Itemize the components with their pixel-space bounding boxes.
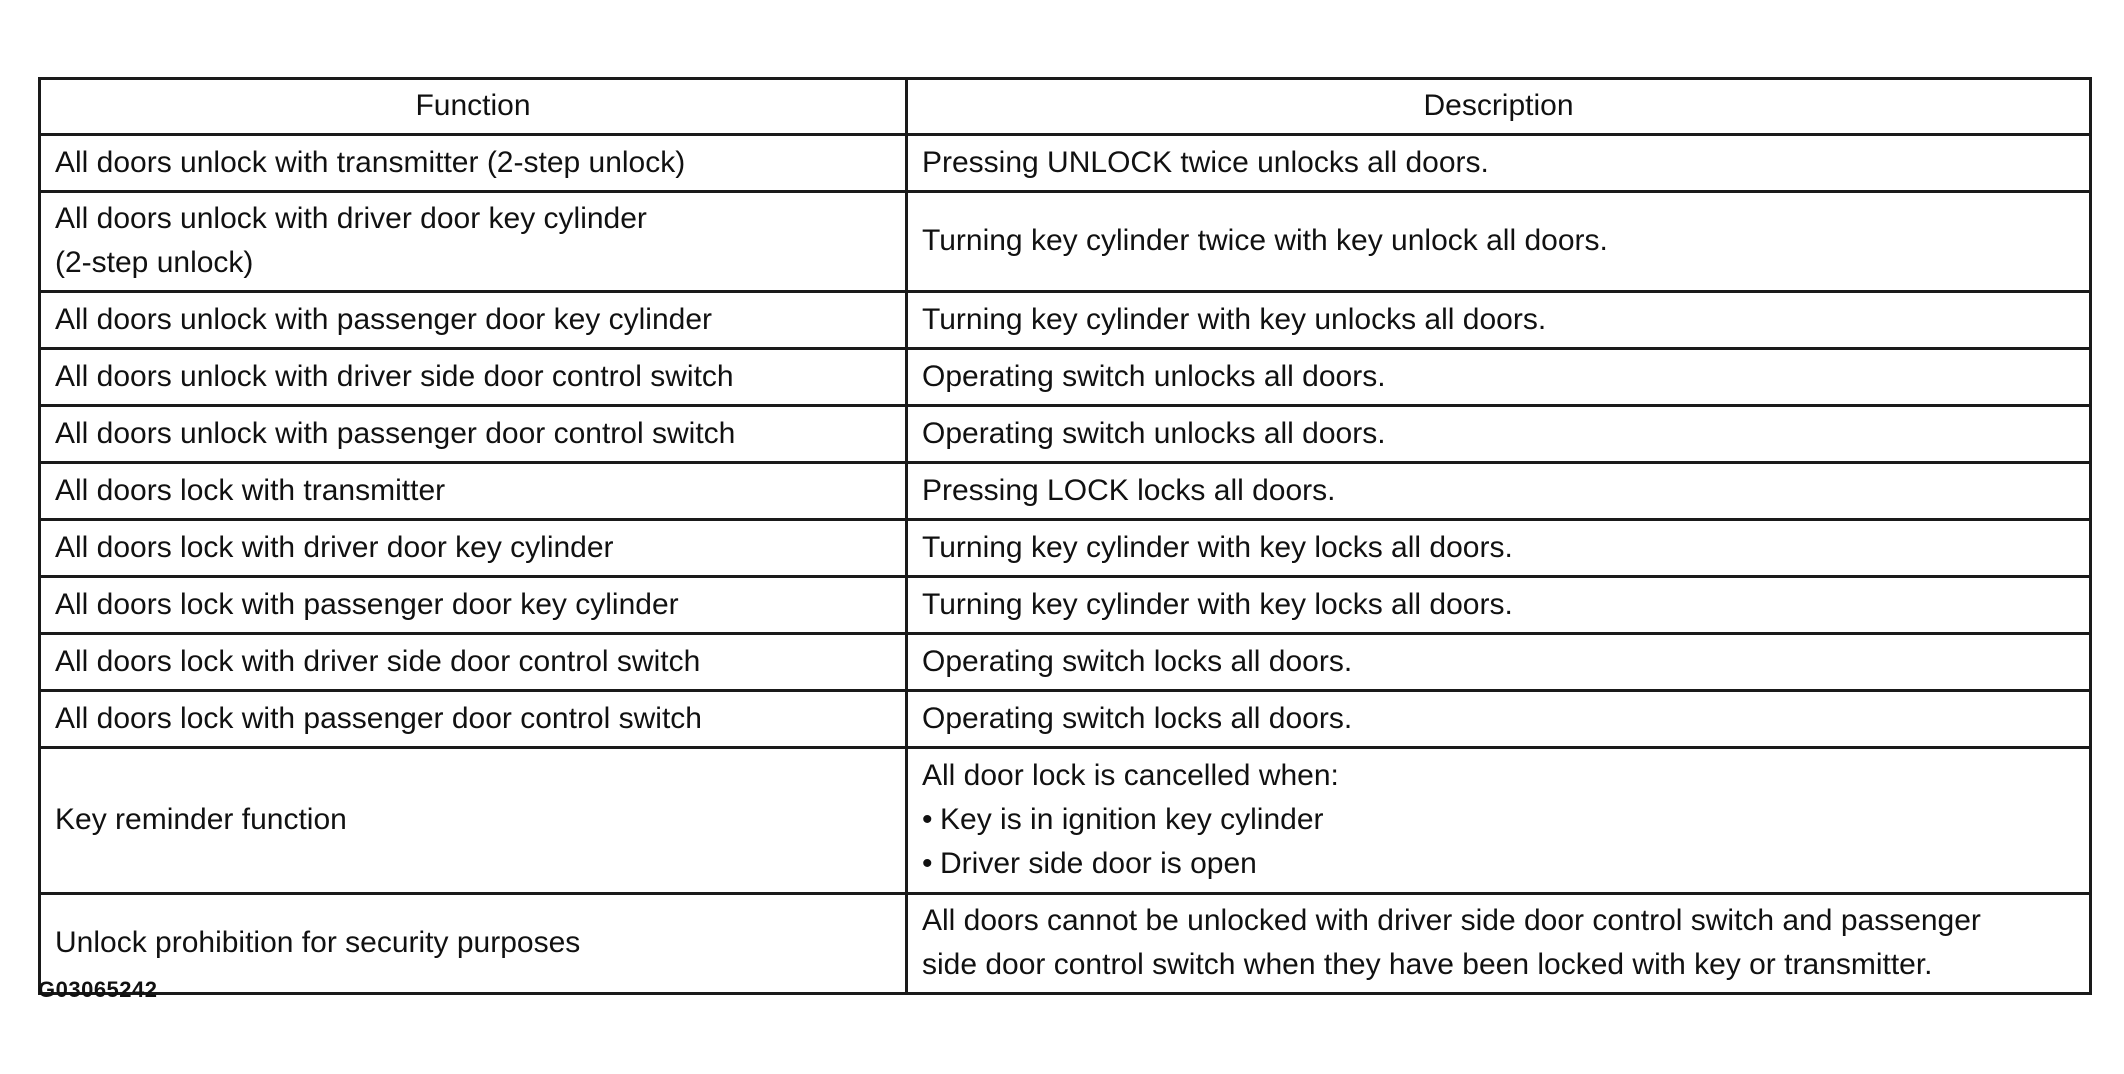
table-row [40,463,2091,520]
description-cell: Turning key cylinder with key locks all doors. [907,577,2091,634]
description-cell: Pressing UNLOCK twice unlocks all doors. [907,135,2091,192]
function-cell: All doors lock with passenger door key cylinder [40,577,907,634]
function-line: (2-step unlock) [55,246,254,279]
description-cell [907,894,2091,994]
description-cell: Pressing LOCK locks all doors. [907,463,2091,520]
figure-id: G03065242 [38,977,158,1002]
function-cell: All doors lock with passenger door control switch [40,691,907,748]
bullet-item: • Driver side door is open [922,842,2075,886]
description-cell [907,748,2091,894]
table-row [40,894,2091,994]
table-row [40,748,2091,894]
table-row [40,292,2091,349]
table-row [40,349,2091,406]
header-description: Description [907,79,2091,135]
description-line: All doors cannot be unlocked with driver side door control switch and passenger [922,904,1981,937]
function-cell: All doors lock with driver side door control switch [40,634,907,691]
function-cell: All doors unlock with passenger door key cylinder [40,292,907,349]
description-cell: Operating switch unlocks all doors. [907,349,2091,406]
description-cell: Turning key cylinder with key unlocks all doors. [907,292,2091,349]
description-cell: Operating switch locks all doors. [907,634,2091,691]
table-header-row [40,79,2091,135]
bullet-list [922,798,2075,886]
table-row [40,520,2091,577]
description-cell: Turning key cylinder with key locks all doors. [907,520,2091,577]
function-description-table [38,77,2092,995]
table-row [40,135,2091,192]
description-intro: All door lock is cancelled when: [922,759,1339,792]
function-cell: All doors lock with transmitter [40,463,907,520]
description-cell: Operating switch unlocks all doors. [907,406,2091,463]
bullet-item: • Key is in ignition key cylinder [922,798,2075,842]
function-cell: All doors unlock with driver side door control switch [40,349,907,406]
function-line: All doors unlock with driver door key cylinder [55,202,647,235]
description-line: side door control switch when they have been locked with key or transmitter. [922,948,1933,981]
table-row [40,192,2091,292]
table-row [40,691,2091,748]
function-cell: Key reminder function [40,748,907,894]
function-cell: All doors unlock with passenger door control switch [40,406,907,463]
table-row [40,406,2091,463]
function-cell: All doors unlock with transmitter (2-step unlock) [40,135,907,192]
description-cell: Turning key cylinder twice with key unlock all doors. [907,192,2091,292]
table-row [40,634,2091,691]
header-function: Function [40,79,907,135]
table-row [40,577,2091,634]
description-cell: Operating switch locks all doors. [907,691,2091,748]
function-cell: Unlock prohibition for security purposes [40,894,907,994]
function-cell [40,192,907,292]
function-cell: All doors lock with driver door key cylinder [40,520,907,577]
